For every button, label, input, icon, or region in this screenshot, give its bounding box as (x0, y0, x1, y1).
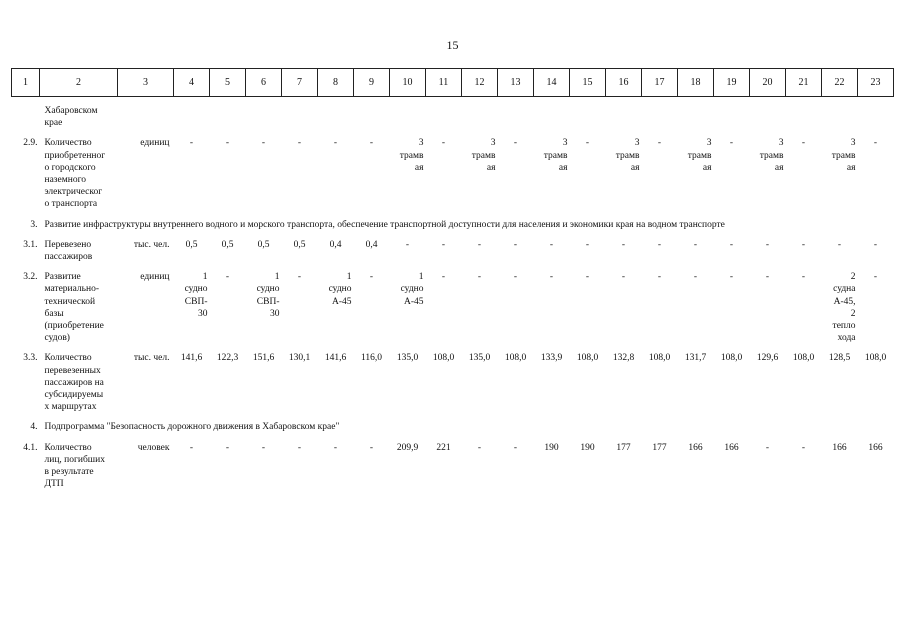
header-cell-6: 6 (246, 69, 282, 97)
value-cell-10: 209,9 (396, 442, 419, 453)
indicator-name: Количество перевезенных пассажиров на субсидируемы х маршрутах (44, 353, 104, 413)
header-cell-15: 15 (570, 69, 606, 97)
value-cell-11: - (441, 138, 446, 149)
value-cell-9: - (369, 272, 374, 283)
value-cell-13: - (513, 239, 518, 250)
value-cell-8: - (333, 442, 338, 453)
section-title: Подпрограмма "Безопасность дорожного движения в Хабаровском крае" (44, 422, 340, 433)
value-cell-10: 3 трамв ая (399, 138, 424, 173)
value-cell-20: - (765, 442, 770, 453)
value-cell-22: 3 трамв ая (831, 138, 856, 173)
value-cell-8: 1 судно А-45 (328, 272, 352, 307)
value-cell-4: 141,6 (180, 353, 203, 364)
unit-of-measure: тыс. чел. (133, 239, 170, 250)
value-cell-14: 190 (544, 442, 559, 453)
value-cell-13: - (513, 272, 518, 283)
indicator-name: Развитие материально- технической базы (приобретение судов) (44, 272, 104, 344)
header-row (12, 69, 894, 97)
value-cell-17: - (657, 272, 662, 283)
value-cell-17: 177 (652, 442, 667, 453)
section-number: 4. (30, 422, 38, 433)
value-cell-21: - (801, 272, 806, 283)
header-cell-19: 19 (714, 69, 750, 97)
value-cell-8: - (333, 138, 338, 149)
value-cell-12: 135,0 (468, 353, 491, 364)
unit-of-measure: тыс. чел. (133, 353, 170, 364)
table-row (12, 239, 894, 263)
header-cell-20: 20 (750, 69, 786, 97)
header-cell-7: 7 (282, 69, 318, 97)
table-row (12, 442, 894, 491)
unit-of-measure: единиц (140, 272, 170, 283)
value-cell-17: 108,0 (648, 353, 671, 364)
value-cell-18: 3 трамв ая (687, 138, 712, 173)
value-cell-5: 0,5 (221, 239, 234, 250)
value-cell-15: - (585, 138, 590, 149)
value-cell-10: 1 судно А-45 (400, 272, 424, 307)
value-cell-20: 129,6 (756, 353, 779, 364)
value-cell-23: - (873, 272, 878, 283)
value-cell-19: - (729, 138, 734, 149)
value-cell-21: - (801, 138, 806, 149)
value-cell-15: 190 (580, 442, 595, 453)
unit-of-measure: единиц (140, 138, 170, 149)
value-cell-14: - (549, 272, 554, 283)
value-cell-15: - (585, 239, 590, 250)
value-cell-9: 116,0 (360, 353, 383, 364)
value-cell-5: - (225, 442, 230, 453)
value-cell-18: - (693, 239, 698, 250)
unit-of-measure: человек (137, 442, 170, 453)
section-number: 3. (30, 219, 38, 230)
row-spacer (12, 413, 894, 421)
value-cell-20: 3 трамв ая (759, 138, 784, 173)
header-cell-22: 22 (822, 69, 858, 97)
value-cell-23: 166 (868, 442, 883, 453)
value-cell-6: 151,6 (252, 353, 275, 364)
header-cell-4: 4 (174, 69, 210, 97)
row-number: 4.1. (23, 442, 38, 453)
value-cell-10: 135,0 (396, 353, 419, 364)
indicator-name: Количество приобретенног о городского наземного электрическог о транспорта (44, 138, 106, 210)
table-body (12, 69, 894, 491)
header-cell-16: 16 (606, 69, 642, 97)
value-cell-22: 128,5 (828, 353, 851, 364)
header-cell-9: 9 (354, 69, 390, 97)
value-cell-7: - (297, 442, 302, 453)
value-cell-14: 133,9 (540, 353, 563, 364)
value-cell-17: - (657, 239, 662, 250)
value-cell-18: 131,7 (684, 353, 707, 364)
value-cell-6: - (261, 138, 266, 149)
value-cell-23: - (873, 239, 878, 250)
header-cell-1: 1 (12, 69, 40, 97)
value-cell-13: 108,0 (504, 353, 527, 364)
value-cell-5: 122,3 (216, 353, 239, 364)
value-cell-16: 132,8 (612, 353, 635, 364)
value-cell-16: 177 (616, 442, 631, 453)
value-cell-11: - (441, 272, 446, 283)
header-cell-13: 13 (498, 69, 534, 97)
row-number-cell (12, 105, 40, 129)
header-cell-18: 18 (678, 69, 714, 97)
table-row (12, 352, 894, 413)
page-number: 15 (446, 38, 459, 52)
row-spacer (12, 434, 894, 442)
value-cell-14: 3 трамв ая (543, 138, 568, 173)
row-number: 3.1. (23, 239, 38, 250)
row-spacer (12, 231, 894, 239)
value-cell-4: 1 судно СВП- 30 (184, 272, 208, 319)
value-cell-9: - (369, 442, 374, 453)
row-spacer (12, 263, 894, 271)
value-cell-21: 108,0 (792, 353, 815, 364)
table-row (12, 137, 894, 210)
header-cell-17: 17 (642, 69, 678, 97)
row-spacer (12, 344, 894, 352)
value-cell-4: 0,5 (185, 239, 198, 250)
value-cell-13: - (513, 442, 518, 453)
value-cell-4: - (189, 138, 194, 149)
value-cell-22: 2 судна А-45, 2 тепло хода (832, 272, 856, 344)
value-cell-11: - (441, 239, 446, 250)
value-cell-7: - (297, 272, 302, 283)
value-cell-8: 0,4 (329, 239, 342, 250)
value-cell-19: 108,0 (720, 353, 743, 364)
header-cell-8: 8 (318, 69, 354, 97)
value-cell-6: 0,5 (257, 239, 270, 250)
value-cell-12: - (477, 239, 482, 250)
header-cell-11: 11 (426, 69, 462, 97)
header-cell-10: 10 (390, 69, 426, 97)
value-cell-20: - (765, 239, 770, 250)
header-cell-2: 2 (40, 69, 118, 97)
table-row (12, 271, 894, 344)
indicators-table (11, 68, 894, 490)
value-cell-6: - (261, 442, 266, 453)
value-cell-11: 108,0 (432, 353, 455, 364)
value-cell-13: - (513, 138, 518, 149)
section-title: Развитие инфраструктуры внутреннего водного и морского транспорта, обеспечение транспортной доступности для населения и экономики края на водном транспорте (44, 219, 725, 230)
value-cell-22: 166 (832, 442, 847, 453)
value-cell-7: 130,1 (288, 353, 311, 364)
value-cell-16: 3 трамв ая (615, 138, 640, 173)
row-spacer (12, 97, 894, 106)
value-cell-8: 141,6 (324, 353, 347, 364)
value-cell-4: - (189, 442, 194, 453)
value-cell-14: - (549, 239, 554, 250)
row-number: 3.2. (23, 272, 38, 283)
header-cell-14: 14 (534, 69, 570, 97)
table-section-row (12, 421, 894, 433)
value-cell-18: 166 (688, 442, 703, 453)
value-cell-23: 108,0 (864, 353, 887, 364)
value-cell-5: - (225, 138, 230, 149)
value-cell-12: - (477, 442, 482, 453)
value-cell-9: - (369, 138, 374, 149)
table-row-continuation (12, 105, 894, 129)
value-cell-15: 108,0 (576, 353, 599, 364)
value-cell-12: 3 трамв ая (471, 138, 496, 173)
table-section-row (12, 219, 894, 231)
value-cell-7: 0,5 (293, 239, 306, 250)
value-cell-19: 166 (724, 442, 739, 453)
row-spacer (12, 129, 894, 137)
value-cell-7: - (297, 138, 302, 149)
indicator-name: Хабаровском крае (44, 106, 98, 129)
value-cell-10: - (405, 239, 410, 250)
value-cell-16: - (621, 239, 626, 250)
indicator-name: Количество лиц, погибших в результате ДТП (44, 442, 105, 490)
value-cell-12: - (477, 272, 482, 283)
value-cell-21: - (801, 442, 806, 453)
header-cell-12: 12 (462, 69, 498, 97)
row-number: 2.9. (23, 138, 38, 149)
value-cell-11: 221 (436, 442, 451, 453)
value-cell-22: - (837, 239, 842, 250)
value-cell-21: - (801, 239, 806, 250)
value-cell-19: - (729, 239, 734, 250)
value-cell-17: - (657, 138, 662, 149)
value-cell-23: - (873, 138, 878, 149)
value-cell-16: - (621, 272, 626, 283)
indicator-name: Перевезено пассажиров (44, 239, 93, 263)
value-cell-19: - (729, 272, 734, 283)
header-cell-3: 3 (118, 69, 174, 97)
value-cell-15: - (585, 272, 590, 283)
value-cell-18: - (693, 272, 698, 283)
row-spacer (12, 211, 894, 219)
row-number: 3.3. (23, 353, 38, 364)
header-cell-23: 23 (858, 69, 894, 97)
value-cell-6: 1 судно СВП- 30 (256, 272, 280, 319)
value-cell-5: - (225, 272, 230, 283)
value-cell-9: 0,4 (365, 239, 378, 250)
header-cell-21: 21 (786, 69, 822, 97)
value-cell-20: - (765, 272, 770, 283)
header-cell-5: 5 (210, 69, 246, 97)
